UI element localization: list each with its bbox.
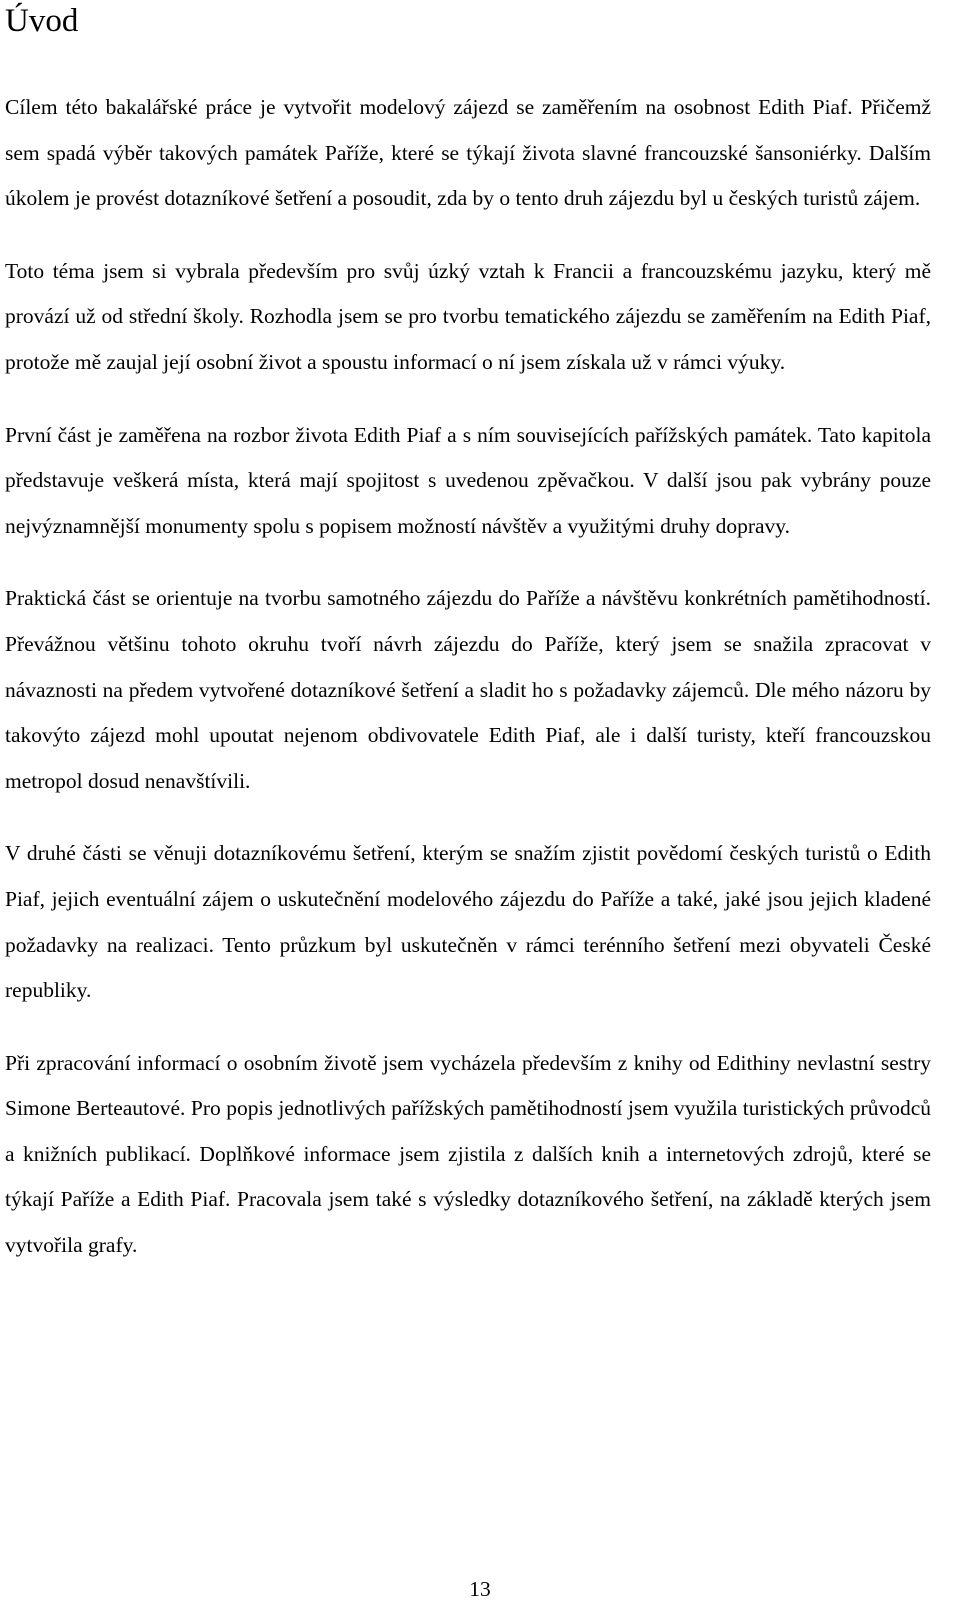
paragraph-topic-choice: Toto téma jsem si vybrala především pro svůj úzký vztah k Francii a francouzskému jazyku, který mě provází už od střední školy. Rozhodla jsem se pro tvorbu tematického zájezdu se zaměřením na Edith Piaf, protože mě zaujal její osobní život a spoustu informací o ní jsem získala už v rámci výuky. <box>5 258 931 374</box>
document-page <box>5 0 931 1269</box>
paragraph-second-part: V druhé části se věnuji dotazníkovému šetření, kterým se snažím zjistit povědomí českých turistů o Edith Piaf, jejich eventuální zájem o uskutečnění modelového zájezdu do Paříže a také, jaké jsou jejich kladené požadavky na realizaci. Tento průzkum byl uskutečněn v rámci terénního šetření mezi obyvateli České republiky. <box>5 841 931 1003</box>
chapter-heading: Úvod <box>5 3 79 39</box>
paragraph-practical-part: Praktická část se orientuje na tvorbu samotného zájezdu do Paříže a návštěvu konkrétních pamětihodností. Převážnou většinu tohoto okruhu tvoří návrh zájezdu do Paříže, který jsem se snažila zpracovat v návaznosti na předem vytvořené dotazníkové šetření a sladit ho s požadavky zájemců. Dle mého názoru by takovýto zájezd mohl upoutat nejenom obdivovatele Edith Piaf, ale i další turisty, kteří francouzskou metropol dosud nenavštívili. <box>5 586 931 793</box>
page-number: 13 <box>469 1577 491 1601</box>
paragraph-aim: Cílem této bakalářské práce je vytvořit modelový zájezd se zaměřením na osobnost Edith Piaf. Přičemž sem spadá výběr takových památek Paříže, které se týkají života slavné francouzské šansoniérky. Dalším úkolem je provést dotazníkové šetření a posoudit, zda by o tento druh zájezdu byl u českých turistů zájem. <box>5 95 931 211</box>
paragraph-first-part: První část je zaměřena na rozbor života Edith Piaf a s ním souvisejících pařížských památek. Tato kapitola představuje veškerá místa, která mají spojitost s uvedenou zpěvačkou. V další jsou pak vybrány pouze nejvýznamnější monumenty spolu s popisem možností návštěv a využitými druhy dopravy. <box>5 422 931 538</box>
paragraph-sources: Při zpracování informací o osobním životě jsem vycházela především z knihy od Edithiny nevlastní sestry Simone Berteautové. Pro popis jednotlivých pařížských pamětihodností jsem využila turistických průvodců a knižních publikací. Doplňkové informace jsem zjistila z dalších knih a internetových zdrojů, které se týkají Paříže a Edith Piaf. Pracovala jsem také s výsledky dotazníkového šetření, na základě kterých jsem vytvořila grafy. <box>5 1050 931 1258</box>
